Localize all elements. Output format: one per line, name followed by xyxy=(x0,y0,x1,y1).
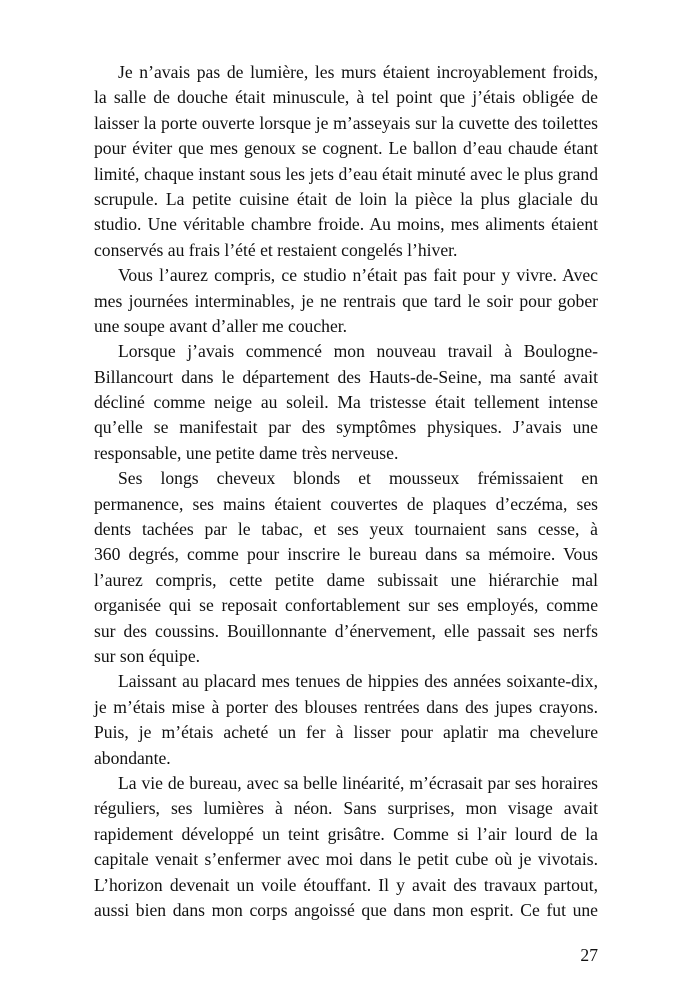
text-line: conservés au frais l’été et restaient congelés l’hiver. xyxy=(94,239,458,260)
text-line: organisée qui se reposait confortablement sur ses employés, comme xyxy=(94,595,598,616)
paragraph xyxy=(94,339,598,466)
text-line: Vous l’aurez compris, ce studio n’était pas fait pour y vivre. Avec xyxy=(118,265,598,286)
text-line: sur son équipe. xyxy=(94,645,201,666)
text-line: Billancourt dans le département des Hauts-de-Seine, ma santé avait xyxy=(94,366,598,387)
paragraph xyxy=(94,263,598,339)
text-line: permanence, ses mains étaient couvertes de plaques d’eczéma, ses xyxy=(94,493,598,514)
text-line: Laissant au placard mes tenues de hippies des années soixante-dix, xyxy=(118,671,598,692)
paragraph xyxy=(94,771,598,923)
text-line: la salle de douche était minuscule, à tel point que j’étais obligée de xyxy=(94,87,598,108)
text-line: je m’étais mise à porter des blouses rentrées dans des jupes crayons. xyxy=(94,696,598,717)
text-line: Puis, je m’étais acheté un fer à lisser pour aplatir ma chevelure xyxy=(94,722,598,743)
page-body xyxy=(94,60,598,923)
text-line: scrupule. La petite cuisine était de loin la pièce la plus glaciale du xyxy=(94,188,598,209)
paragraph xyxy=(94,669,598,771)
text-line: décliné comme neige au soleil. Ma tristesse était tellement intense xyxy=(94,392,598,413)
text-line: dents tachées par le tabac, et ses yeux tournaient sans cesse, à xyxy=(94,519,598,540)
text-line: La vie de bureau, avec sa belle linéarité, m’écrasait par ses horaires xyxy=(118,772,598,793)
text-line: l’aurez compris, cette petite dame subissait une hiérarchie mal xyxy=(94,569,598,590)
text-line: aussi bien dans mon corps angoissé que dans mon esprit. Ce fut une xyxy=(94,899,598,920)
text-line: qu’elle se manifestait par des symptômes physiques. J’avais une xyxy=(94,417,598,438)
text-line: limité, chaque instant sous les jets d’eau était minuté avec le plus grand xyxy=(94,163,598,184)
text-line: réguliers, ses lumières à néon. Sans surprises, mon visage avait xyxy=(94,798,598,819)
text-line: Lorsque j’avais commencé mon nouveau travail à Boulogne- xyxy=(118,341,598,362)
text-line: mes journées interminables, je ne rentrais que tard le soir pour gober xyxy=(94,290,598,311)
text-line: une soupe avant d’aller me coucher. xyxy=(94,315,348,336)
text-line: sur des coussins. Bouillonnante d’énervement, elle passait ses nerfs xyxy=(94,620,598,641)
text-line: Ses longs cheveux blonds et mousseux frémissaient en xyxy=(118,468,598,489)
text-line: capitale venait s’enfermer avec moi dans le petit cube où je vivotais. xyxy=(94,849,598,870)
paragraph xyxy=(94,60,598,263)
page-number: 27 xyxy=(580,945,598,965)
text-line: abondante. xyxy=(94,747,171,768)
paragraph xyxy=(94,466,598,669)
text-line: 360 degrés, comme pour inscrire le bureau dans sa mémoire. Vous xyxy=(94,544,598,565)
text-line: responsable, une petite dame très nerveuse. xyxy=(94,442,399,463)
text-line: Je n’avais pas de lumière, les murs étaient incroyablement froids, xyxy=(118,62,598,82)
text-line: studio. Une véritable chambre froide. Au moins, mes aliments étaient xyxy=(94,214,598,235)
text-line: L’horizon devenait un voile étouffant. Il y avait des travaux partout, xyxy=(94,874,598,895)
text-line: laisser la porte ouverte lorsque je m’asseyais sur la cuvette des toilettes xyxy=(94,112,598,133)
text-line: rapidement développé un teint grisâtre. Comme si l’air lourd de la xyxy=(94,823,598,844)
text-line: pour éviter que mes genoux se cognent. Le ballon d’eau chaude étant xyxy=(94,138,598,159)
